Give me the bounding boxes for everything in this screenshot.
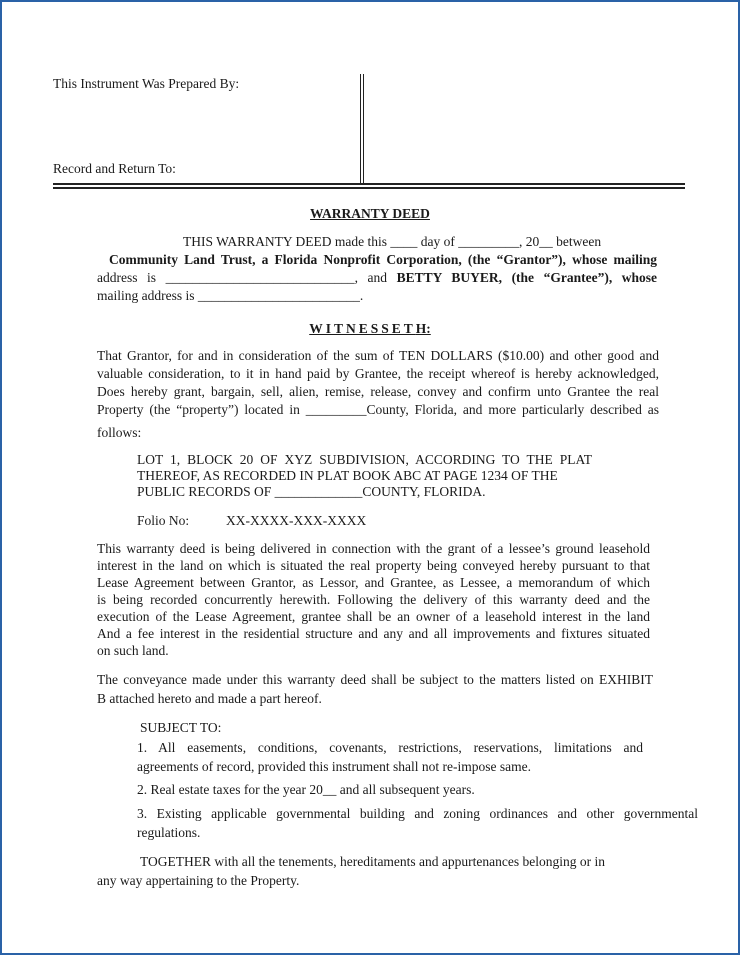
intro-line-4: mailing address is ________________________. [97, 288, 364, 303]
lease-paragraph: This warranty deed is being delivered in connection with the grant of a lessee’s ground leasehold interest in the land on which is situated the real property being conveyed hereby pursuant to that Lease Agreement between Grantor, as Lessor, and Grantee, as Lessee, a memorandum of which is being recorded concurrently herewith. Following the delivery of this warranty deed and the execution of the Lease Agreement, grantee shall be an owner of a leasehold interest in the land And a fee interest in the residential structure and any and all improvements and fixtures situated on such land. [97, 541, 650, 658]
intro-line-3: address is ____________________________, and BETTY BUYER, (the “Grantee”), whose [97, 270, 658, 285]
subject-to-heading: SUBJECT TO: [140, 720, 222, 735]
folio-number: XX-XXXX-XXX-XXXX [226, 513, 367, 528]
grantee-label: (the “Grantee”), [511, 270, 613, 285]
document-title: WARRANTY DEED [310, 206, 430, 221]
folio-label: Folio No: [137, 513, 190, 528]
record-return-label: Record and Return To: [53, 161, 176, 176]
conveyance-paragraph: The conveyance made under this warranty deed shall be subject to the matters listed on EXHIBIT B attached hereto and made a part hereof. [97, 672, 653, 706]
intro-paragraph [97, 233, 657, 305]
subject-item-3: 3. Existing applicable governmental building and zoning ordinances and other governmental regulations. [137, 806, 698, 840]
grantor-label: (the “Grantor”), [467, 252, 566, 267]
subject-item-1: 1. All easements, conditions, covenants, restrictions, reservations, limitations and agreements of record, provided this instrument shall not re-impose same. [137, 740, 643, 774]
grantee-name: BETTY BUYER, [396, 270, 503, 285]
subject-item-2: 2. Real estate taxes for the year 20__ and all subsequent years. [137, 782, 475, 797]
prepared-by-label: This Instrument Was Prepared By: [53, 76, 240, 91]
intro-line-1: THIS WARRANTY DEED made this ____ day of _________, 20__ between [183, 234, 602, 249]
witnesseth-heading: WITNESSETH: [309, 321, 431, 336]
together-paragraph: TOGETHER with all the tenements, hereditaments and appurtenances belonging or in any way appertaining to the Property. [97, 854, 605, 888]
intro-line-2 [109, 251, 657, 269]
legal-description: LOT 1, BLOCK 20 OF XYZ SUBDIVISION, ACCORDING TO THE PLAT THEREOF, AS RECORDED IN PLAT BOOK ABC AT PAGE 1234 OF THE PUBLIC RECORDS OF _____________COUNTY, FLORIDA. [137, 452, 592, 499]
grantor-mailing: whose mailing [572, 252, 658, 267]
header-vertical-divider [360, 74, 364, 184]
header-rule-bottom [53, 187, 685, 189]
grantor-name: Community Land Trust, a Florida Nonprofit Corporation, [109, 252, 462, 267]
consideration-paragraph: That Grantor, for and in consideration of the sum of TEN DOLLARS ($10.00) and other good and valuable consideration, to it in hand paid by Grantee, the receipt whereof is hereby acknowledged, Does hereby grant, bargain, sell, alien, remise, release, convey and confirm unto Grantee the real Property (the “property”) located in _________County, Florida, and more particularly described as follows: [97, 348, 659, 440]
header-rule-top [53, 183, 685, 185]
